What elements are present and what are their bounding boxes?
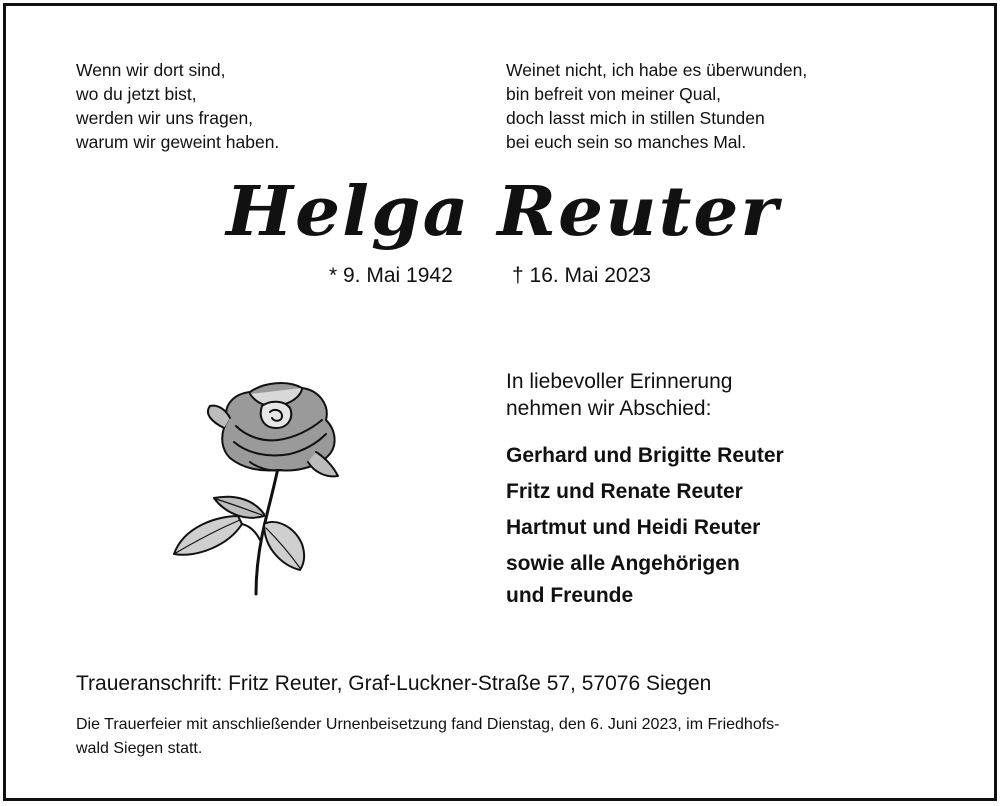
poem-left-line: Wenn wir dort sind,: [76, 60, 226, 80]
birth-date: * 9. Mai 1942: [329, 264, 453, 287]
poem-right-line: doch lasst mich in stillen Stunden: [506, 108, 765, 128]
poem-right-line: bei euch sein so manches Mal.: [506, 132, 747, 152]
poem-left-line: werden wir uns fragen,: [76, 108, 254, 128]
mourner-entry: Fritz und Renate Reuter: [506, 480, 743, 503]
death-date: † 16. Mai 2023: [512, 264, 651, 287]
ceremony-notice: [76, 713, 956, 761]
poem-left: [76, 58, 279, 154]
poem-right: [506, 58, 807, 154]
obituary-frame: [3, 3, 997, 801]
farewell-line: In liebevoller Erinnerung: [506, 370, 733, 393]
farewell-line: nehmen wir Abschied:: [506, 397, 712, 420]
mourner-entry: Hartmut und Heidi Reuter: [506, 516, 761, 539]
poem-right-line: bin befreit von meiner Qual,: [506, 84, 721, 104]
farewell-text: [506, 368, 732, 422]
poem-left-line: wo du jetzt bist,: [76, 84, 197, 104]
mourners-list: [506, 438, 784, 610]
mourner-entry-tail: und Freunde: [506, 584, 634, 607]
poem-left-line: warum wir geweint haben.: [76, 132, 280, 152]
notice-line: Die Trauerfeier mit anschließender Urnenbeisetzung fand Dienstag, den 6. Juni 2023, im Friedhofs-: [76, 716, 780, 733]
mourning-address: Traueranschrift: Fritz Reuter, Graf-Luckner-Straße 57, 57076 Siegen: [76, 672, 712, 695]
mourner-entry: Gerhard und Brigitte Reuter: [506, 444, 784, 467]
mourner-entry: sowie alle Angehörigen: [506, 552, 740, 575]
deceased-name: Helga Reuter: [226, 172, 780, 252]
rose-icon: [166, 376, 366, 598]
notice-line: wald Siegen statt.: [76, 740, 203, 757]
poem-right-line: Weinet nicht, ich habe es überwunden,: [506, 60, 808, 80]
